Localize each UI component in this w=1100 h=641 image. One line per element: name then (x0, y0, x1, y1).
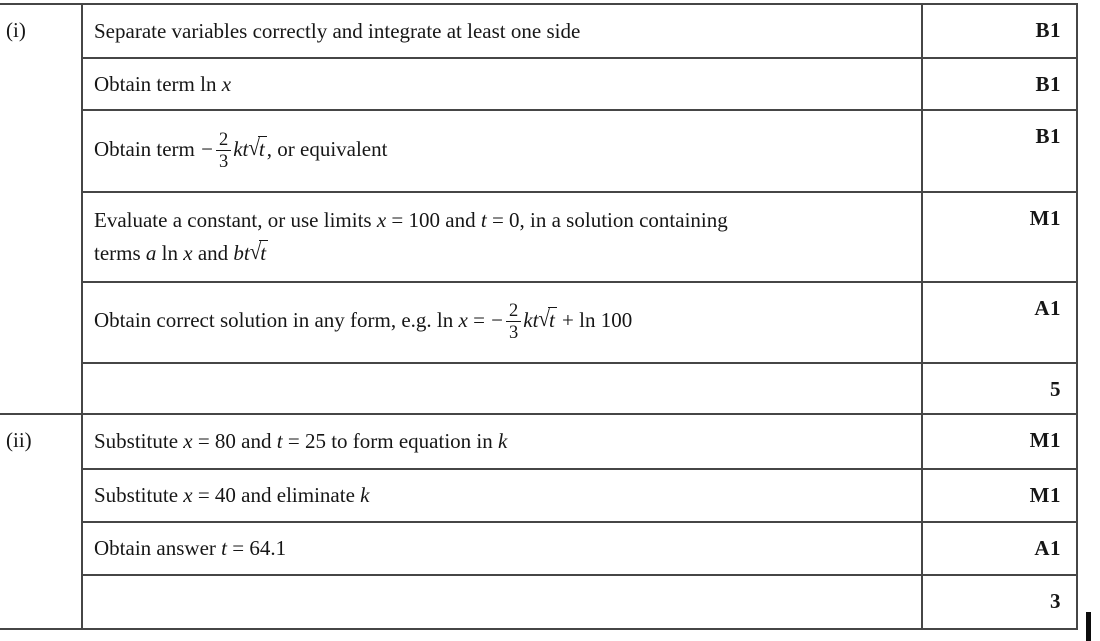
mark-value: B1 (1035, 72, 1061, 96)
mark-cell (922, 414, 1077, 469)
table-row (0, 110, 1077, 192)
math-variable: x (221, 71, 232, 96)
part-label-ii (0, 414, 82, 629)
math-variable: k (360, 483, 370, 508)
mark-cell (922, 192, 1077, 282)
table-row (0, 58, 1077, 110)
mark-value: B1 (1035, 18, 1061, 42)
mark-cell (922, 58, 1077, 110)
math-variable: x (458, 308, 468, 333)
math-variable: x (183, 483, 193, 508)
part-label-text: (ii) (6, 428, 32, 452)
square-root: √t (250, 237, 268, 270)
criterion-cell: Substitute x = 40 and eliminate k (82, 469, 922, 522)
mark-value: B1 (1035, 124, 1061, 148)
mark-value: M1 (1029, 483, 1061, 507)
part-label-text: (i) (6, 18, 26, 42)
criterion-cell: Obtain term ln x (82, 58, 922, 110)
criterion-cell: Obtain term − $\frac{2}{3}$ kt√t, or equivalent (82, 110, 922, 192)
mark-cell (922, 469, 1077, 522)
section-total-cell (922, 575, 1077, 629)
criterion-cell (82, 4, 922, 58)
text-cursor-mark (1086, 612, 1091, 641)
table-row (0, 575, 1077, 629)
mark-scheme-table (0, 3, 1078, 630)
fraction: $\frac{2}{3}$ (506, 300, 521, 342)
mark-cell (922, 282, 1077, 363)
math-variable: t (480, 208, 487, 233)
minus-sign: − (491, 308, 504, 333)
fraction: $\frac{2}{3}$ (216, 129, 231, 171)
mark-value: A1 (1034, 296, 1061, 320)
square-root: √t (538, 304, 556, 337)
math-variable: bt (233, 241, 250, 265)
table-row (0, 363, 1077, 414)
mark-value: M1 (1029, 428, 1061, 452)
criterion-cell-empty (82, 363, 922, 414)
math-variable: k (498, 429, 508, 454)
mark-cell (922, 522, 1077, 575)
mark-value: A1 (1034, 536, 1061, 560)
math-variable: x (183, 429, 193, 454)
math-variable: t (221, 536, 227, 561)
table-row (0, 522, 1077, 575)
minus-sign: − (201, 136, 213, 161)
radical-sign: √ (538, 306, 550, 332)
math-variable: x (183, 241, 193, 265)
radical-sign: √ (249, 238, 262, 265)
part-label-i (0, 4, 82, 414)
table-row (0, 192, 1077, 282)
criterion-cell: Evaluate a constant, or use limits x = 100 and t = 0, in a solution containing terms a ln x and bt√t (82, 192, 922, 282)
math-variable: kt (523, 308, 539, 333)
math-variable: t (276, 429, 283, 454)
criterion-cell: Obtain answer t = 64.1 (82, 522, 922, 575)
criterion-text: Separate variables correctly and integrate at least one side (94, 18, 581, 43)
mark-cell (922, 110, 1077, 192)
mark-cell (922, 4, 1077, 58)
section-total: 3 (1050, 589, 1061, 613)
table-row (0, 469, 1077, 522)
criterion-cell: Substitute x = 80 and t = 25 to form equation in k (82, 414, 922, 469)
criterion-cell-empty (82, 575, 922, 629)
table-row (0, 4, 1077, 58)
criterion-cell: Obtain correct solution in any form, e.g. ln x = − $\frac{2}{3}$ kt√t + ln 100 (82, 282, 922, 363)
math-variable: x (376, 208, 387, 233)
square-root: √t (248, 133, 266, 166)
table-row (0, 282, 1077, 363)
mark-value: M1 (1029, 206, 1061, 230)
math-variable: kt (233, 136, 249, 161)
math-variable: a (145, 241, 157, 265)
section-total: 5 (1050, 377, 1061, 401)
radical-sign: √ (248, 134, 260, 161)
section-total-cell (922, 363, 1077, 414)
table-row (0, 414, 1077, 469)
